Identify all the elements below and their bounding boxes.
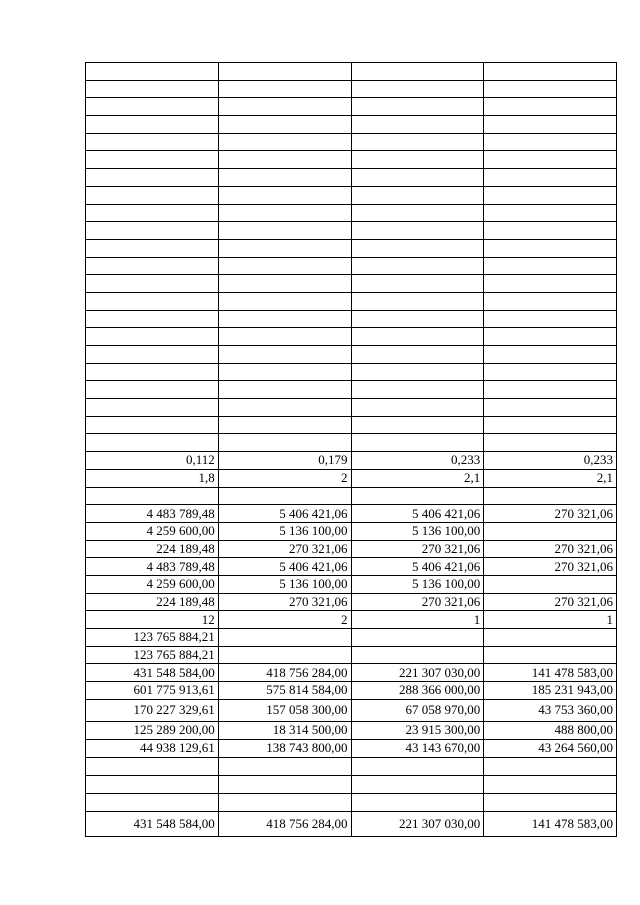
- table-cell-col-1: 224 189,48: [86, 540, 219, 558]
- table-cell-col-2: [218, 629, 351, 647]
- table-row: [86, 116, 617, 134]
- table-cell-col-1: [86, 487, 219, 505]
- table-cell-col-2: 270 321,06: [218, 540, 351, 558]
- table-cell-col-4: 1: [484, 611, 617, 629]
- table-cell-col-3: [351, 346, 484, 364]
- table-cell-col-2: [218, 63, 351, 81]
- table-cell-col-4: 0,233: [484, 452, 617, 470]
- table-cell-col-3: [351, 416, 484, 434]
- table-row: [86, 739, 617, 757]
- table-cell-col-4: [484, 381, 617, 399]
- table-cell-col-4: [484, 116, 617, 134]
- table-cell-col-1: [86, 80, 219, 98]
- table-cell-col-3: [351, 204, 484, 222]
- table-cell-col-2: 5 406 421,06: [218, 505, 351, 523]
- table-cell-col-1: [86, 275, 219, 293]
- table-cell-col-3: 67 058 970,00: [351, 699, 484, 721]
- table-cell-col-2: [218, 399, 351, 417]
- table-cell-col-4: 43 753 360,00: [484, 699, 617, 721]
- table-row: [86, 434, 617, 452]
- table-cell-col-4: [484, 757, 617, 775]
- table-cell-col-1: [86, 381, 219, 399]
- table-cell-col-2: [218, 98, 351, 116]
- table-cell-col-1: [86, 204, 219, 222]
- table-cell-col-3: [351, 116, 484, 134]
- table-cell-col-3: 5 136 100,00: [351, 575, 484, 593]
- table-row: [86, 522, 617, 540]
- table-cell-col-3: 221 307 030,00: [351, 811, 484, 836]
- table-cell-col-3: [351, 399, 484, 417]
- table-cell-col-2: [218, 292, 351, 310]
- table-cell-col-4: [484, 63, 617, 81]
- table-cell-col-1: 12: [86, 611, 219, 629]
- table-cell-col-3: 270 321,06: [351, 593, 484, 611]
- table-cell-col-3: [351, 775, 484, 793]
- table-row: [86, 328, 617, 346]
- table-cell-col-1: 123 765 884,21: [86, 646, 219, 664]
- table-cell-col-1: 123 765 884,21: [86, 629, 219, 647]
- table-cell-col-1: [86, 239, 219, 257]
- table-row: [86, 682, 617, 700]
- table-cell-col-3: [351, 275, 484, 293]
- table-cell-col-2: [218, 222, 351, 240]
- table-cell-col-2: [218, 169, 351, 187]
- table-cell-col-4: [484, 257, 617, 275]
- table-cell-col-2: 5 406 421,06: [218, 558, 351, 576]
- table-cell-col-4: [484, 522, 617, 540]
- table-cell-col-4: [484, 363, 617, 381]
- table-cell-col-4: [484, 133, 617, 151]
- table-cell-col-2: 418 756 284,00: [218, 811, 351, 836]
- table-cell-col-4: [484, 169, 617, 187]
- table-row: [86, 80, 617, 98]
- table-cell-col-1: [86, 793, 219, 811]
- table-row: [86, 505, 617, 523]
- table-body: [86, 63, 617, 837]
- table-row: [86, 381, 617, 399]
- table-cell-col-1: 431 548 584,00: [86, 811, 219, 836]
- table-cell-col-1: [86, 775, 219, 793]
- table-cell-col-4: 2,1: [484, 469, 617, 487]
- table-cell-col-4: 185 231 943,00: [484, 682, 617, 700]
- table-cell-col-4: 270 321,06: [484, 558, 617, 576]
- table-cell-col-1: [86, 257, 219, 275]
- table-cell-col-1: 170 227 329,61: [86, 699, 219, 721]
- table-row: [86, 222, 617, 240]
- table-cell-col-1: [86, 222, 219, 240]
- table-cell-col-3: 5 406 421,06: [351, 505, 484, 523]
- table-cell-col-2: [218, 346, 351, 364]
- table-cell-col-4: 488 800,00: [484, 721, 617, 739]
- table-cell-col-2: [218, 239, 351, 257]
- table-cell-col-4: [484, 328, 617, 346]
- table-cell-col-2: [218, 80, 351, 98]
- table-row: [86, 257, 617, 275]
- table-cell-col-4: [484, 222, 617, 240]
- table-cell-col-2: 0,179: [218, 452, 351, 470]
- table-row: [86, 416, 617, 434]
- table-cell-col-2: [218, 275, 351, 293]
- table-cell-col-2: [218, 310, 351, 328]
- table-cell-col-1: 1,8: [86, 469, 219, 487]
- table-cell-col-2: [218, 133, 351, 151]
- table-cell-col-3: [351, 169, 484, 187]
- table-cell-col-1: 4 259 600,00: [86, 575, 219, 593]
- table-cell-col-1: [86, 328, 219, 346]
- table-row: [86, 611, 617, 629]
- table-row: [86, 346, 617, 364]
- table-cell-col-3: [351, 151, 484, 169]
- table-cell-col-3: 1: [351, 611, 484, 629]
- table-cell-col-2: [218, 257, 351, 275]
- table-cell-col-3: [351, 328, 484, 346]
- table-cell-col-4: 141 478 583,00: [484, 811, 617, 836]
- table-cell-col-2: [218, 757, 351, 775]
- table-cell-col-4: [484, 416, 617, 434]
- table-row: [86, 133, 617, 151]
- table-cell-col-1: [86, 63, 219, 81]
- table-row: [86, 558, 617, 576]
- table-cell-col-2: 2: [218, 611, 351, 629]
- table-cell-col-4: [484, 575, 617, 593]
- table-row: [86, 151, 617, 169]
- table-cell-col-1: [86, 434, 219, 452]
- table-cell-col-2: 5 136 100,00: [218, 575, 351, 593]
- document-page: [85, 62, 616, 837]
- table-cell-col-3: [351, 257, 484, 275]
- table-cell-col-3: [351, 381, 484, 399]
- table-cell-col-2: [218, 204, 351, 222]
- table-cell-col-3: [351, 80, 484, 98]
- table-row: [86, 310, 617, 328]
- table-cell-col-3: [351, 133, 484, 151]
- table-cell-col-4: [484, 793, 617, 811]
- table-cell-col-3: [351, 793, 484, 811]
- table-cell-col-4: [484, 275, 617, 293]
- table-cell-col-1: 224 189,48: [86, 593, 219, 611]
- table-cell-col-2: [218, 151, 351, 169]
- table-row: [86, 204, 617, 222]
- table-cell-col-1: 0,112: [86, 452, 219, 470]
- table-cell-col-3: [351, 363, 484, 381]
- table-cell-col-2: [218, 381, 351, 399]
- table-cell-col-2: [218, 363, 351, 381]
- table-cell-col-2: 270 321,06: [218, 593, 351, 611]
- table-cell-col-4: [484, 204, 617, 222]
- table-cell-col-1: 4 259 600,00: [86, 522, 219, 540]
- table-cell-col-4: 270 321,06: [484, 540, 617, 558]
- table-cell-col-4: [484, 98, 617, 116]
- table-cell-col-3: [351, 98, 484, 116]
- table-cell-col-1: 4 483 789,48: [86, 505, 219, 523]
- table-cell-col-1: 44 938 129,61: [86, 739, 219, 757]
- table-row: [86, 664, 617, 682]
- table-row: [86, 452, 617, 470]
- table-cell-col-3: [351, 186, 484, 204]
- table-cell-col-2: 575 814 584,00: [218, 682, 351, 700]
- table-cell-col-2: [218, 416, 351, 434]
- table-cell-col-4: 270 321,06: [484, 505, 617, 523]
- table-cell-col-4: [484, 775, 617, 793]
- table-cell-col-2: 5 136 100,00: [218, 522, 351, 540]
- table-row: [86, 593, 617, 611]
- data-table: [85, 62, 617, 837]
- table-cell-col-2: 418 756 284,00: [218, 664, 351, 682]
- table-cell-col-1: [86, 416, 219, 434]
- table-cell-col-1: [86, 363, 219, 381]
- table-row: [86, 540, 617, 558]
- table-cell-col-3: [351, 239, 484, 257]
- table-cell-col-3: 288 366 000,00: [351, 682, 484, 700]
- table-cell-col-1: [86, 399, 219, 417]
- table-cell-col-1: [86, 98, 219, 116]
- table-cell-col-2: [218, 186, 351, 204]
- table-row: [86, 399, 617, 417]
- table-cell-col-4: [484, 399, 617, 417]
- table-cell-col-3: [351, 63, 484, 81]
- table-cell-col-1: [86, 310, 219, 328]
- table-cell-col-2: [218, 646, 351, 664]
- table-cell-col-1: 125 289 200,00: [86, 721, 219, 739]
- table-row: [86, 98, 617, 116]
- table-cell-col-4: 270 321,06: [484, 593, 617, 611]
- table-row: [86, 239, 617, 257]
- table-cell-col-1: [86, 292, 219, 310]
- table-row: [86, 487, 617, 505]
- table-row: [86, 292, 617, 310]
- table-cell-col-2: [218, 793, 351, 811]
- table-cell-col-2: 157 058 300,00: [218, 699, 351, 721]
- table-cell-col-3: 43 143 670,00: [351, 739, 484, 757]
- table-cell-col-1: 431 548 584,00: [86, 664, 219, 682]
- table-cell-col-3: 2,1: [351, 469, 484, 487]
- table-cell-col-3: 221 307 030,00: [351, 664, 484, 682]
- table-cell-col-3: 5 136 100,00: [351, 522, 484, 540]
- table-cell-col-1: 4 483 789,48: [86, 558, 219, 576]
- table-cell-col-2: 18 314 500,00: [218, 721, 351, 739]
- table-cell-col-2: [218, 434, 351, 452]
- table-cell-col-3: 5 406 421,06: [351, 558, 484, 576]
- table-row: [86, 775, 617, 793]
- table-cell-col-3: 23 915 300,00: [351, 721, 484, 739]
- table-cell-col-2: 138 743 800,00: [218, 739, 351, 757]
- table-cell-col-3: [351, 292, 484, 310]
- table-cell-col-4: [484, 292, 617, 310]
- table-cell-col-4: [484, 80, 617, 98]
- table-row: [86, 721, 617, 739]
- table-cell-col-2: [218, 775, 351, 793]
- table-cell-col-3: [351, 434, 484, 452]
- table-cell-col-1: [86, 346, 219, 364]
- table-cell-col-3: 270 321,06: [351, 540, 484, 558]
- table-cell-col-3: [351, 487, 484, 505]
- table-cell-col-4: [484, 239, 617, 257]
- table-row: [86, 575, 617, 593]
- table-row: [86, 757, 617, 775]
- table-cell-col-1: 601 775 913,61: [86, 682, 219, 700]
- table-row: [86, 629, 617, 647]
- table-cell-col-2: [218, 328, 351, 346]
- table-cell-col-4: [484, 487, 617, 505]
- table-row: [86, 811, 617, 836]
- table-cell-col-3: 0,233: [351, 452, 484, 470]
- table-row: [86, 469, 617, 487]
- table-cell-col-1: [86, 186, 219, 204]
- table-row: [86, 169, 617, 187]
- table-row: [86, 699, 617, 721]
- table-cell-col-3: [351, 310, 484, 328]
- table-cell-col-2: 2: [218, 469, 351, 487]
- table-cell-col-4: [484, 151, 617, 169]
- table-row: [86, 186, 617, 204]
- table-row: [86, 63, 617, 81]
- table-cell-col-1: [86, 169, 219, 187]
- table-row: [86, 363, 617, 381]
- table-cell-col-1: [86, 757, 219, 775]
- table-row: [86, 793, 617, 811]
- table-cell-col-4: [484, 629, 617, 647]
- table-cell-col-4: [484, 434, 617, 452]
- table-row: [86, 275, 617, 293]
- table-cell-col-1: [86, 151, 219, 169]
- table-cell-col-4: [484, 346, 617, 364]
- table-cell-col-4: 43 264 560,00: [484, 739, 617, 757]
- table-cell-col-2: [218, 487, 351, 505]
- table-cell-col-3: [351, 629, 484, 647]
- table-cell-col-2: [218, 116, 351, 134]
- table-cell-col-4: [484, 186, 617, 204]
- table-cell-col-3: [351, 222, 484, 240]
- table-row: [86, 646, 617, 664]
- table-cell-col-4: 141 478 583,00: [484, 664, 617, 682]
- table-cell-col-4: [484, 310, 617, 328]
- table-cell-col-4: [484, 646, 617, 664]
- table-cell-col-1: [86, 133, 219, 151]
- table-cell-col-3: [351, 646, 484, 664]
- table-cell-col-3: [351, 757, 484, 775]
- table-cell-col-1: [86, 116, 219, 134]
